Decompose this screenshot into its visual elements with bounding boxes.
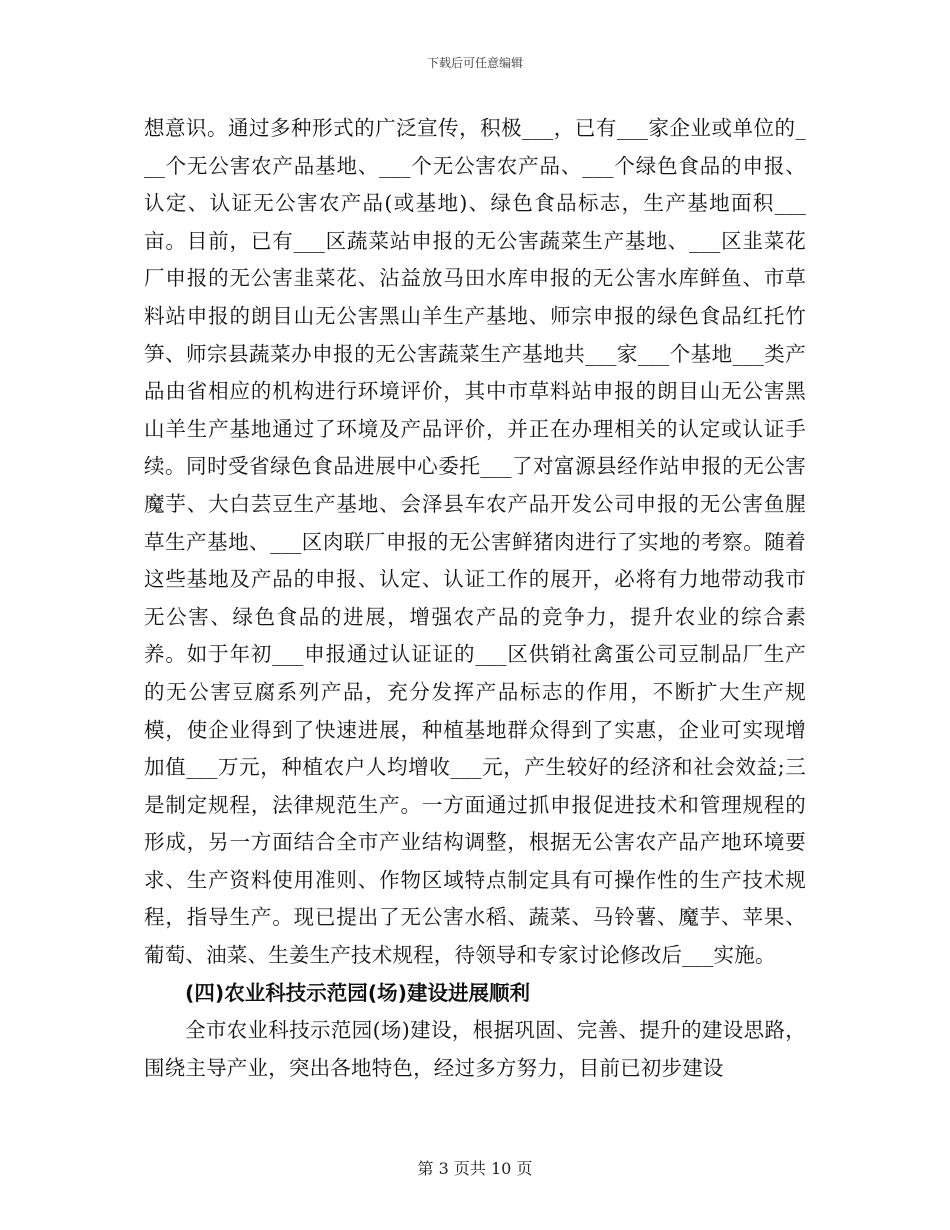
body-paragraph: 想意识。通过多种形式的广泛宣传，积极___，已有___家企业或单位的___个无公害农产品基地、___个无公害农产品、___个绿色食品的申报、认定、认证无公害农产品(或基地)、绿色食品标志，生产基地面积___亩。目前，已有___区蔬菜站申报的无公害蔬菜生产基地、___区韭菜花厂申报的无公害韭菜花、沾益放马田水库申报的无公害水库鲜鱼、市草料站申报的朗目山无公害黑山羊生产基地、师宗申报的绿色食品红托竹笋、师宗县蔬菜办申报的无公害蔬菜生产基地共___家___个基地___类产品由省相应的机构进行环境评价，其中市草料站申报的朗目山无公害黑山羊生产基地通过了环境及产品评价，并正在办理相关的认定或认证手续。同时受省绿色食品进展中心委托___了对富源县经作站申报的无公害魔芋、大白芸豆生产基地、会泽县车农产品开发公司申报的无公害鱼腥草生产基地、___区肉联厂申报的无公害鲜猪肉进行了实地的考察。随着这些基地及产品的申报、认定、认证工作的展开，必将有力地带动我市无公害、绿色食品的进展，增强农产品的竞争力，提升农业的综合素养。如于年初___申报通过认证证的___区供销社禽蛋公司豆制品厂生产的无公害豆腐系列产品，充分发挥产品标志的作用，不断扩大生产规模，使企业得到了快速进展，种植基地群众得到了实惠，企业可实现增加值___万元，种植农户人均增收___元，产生较好的经济和社会效益;三是制定规程，法律规范生产。一方面通过抓申报促进技术和管理规程的形成，另一方面结合全市产业结构调整，根据无公害农产品产地环境要求、生产资料使用准则、作物区域特点制定具有可操作性的生产技术规程，指导生产。现已提出了无公害水稻、蔬菜、马铃薯、魔芋、苹果、葡萄、油菜、生姜生产技术规程，待领导和专家讨论修改后___实施。: [144, 116, 806, 968]
page-header-note: 下载后可任意编辑: [426, 56, 523, 70]
document-body: [144, 110, 806, 1087]
section-heading: (四)农业科技示范园(场)建设进展顺利: [185, 980, 530, 1005]
page-number: 第 3 页共 10 页: [417, 1159, 533, 1178]
body-paragraph: 全市农业科技示范园(场)建设，根据巩固、完善、提升的建设思路，围绕主导产业，突出各地特色，经过多方努力，目前已初步建设: [144, 1018, 806, 1080]
